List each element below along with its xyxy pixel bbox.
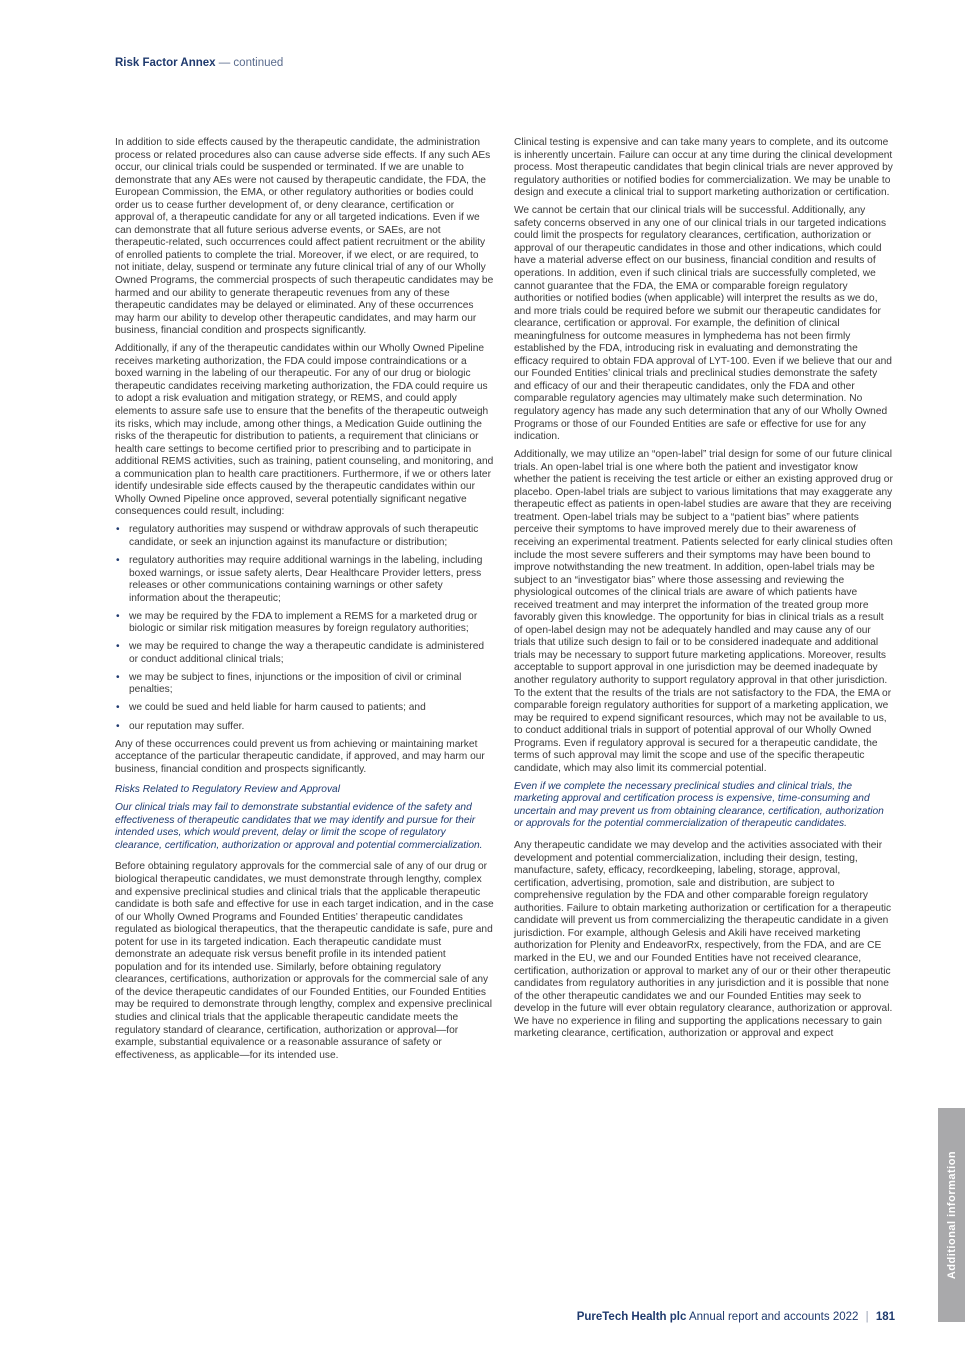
list-item: • we may be subject to fines, injunctions or the imposition of civil or criminal penalties; — [115, 672, 495, 697]
header-continued: — continued — [215, 57, 284, 69]
side-tab-label: Additional information — [945, 1150, 958, 1280]
footer-company: PureTech Health plc — [576, 1311, 687, 1323]
list-item: • regulatory authorities may require additional warnings in the labeling, including boxed warnings, or issue safety alerts, Dear Healthcare Provider letters, press releases or other communications containing warnings or other safety information about the therapeutic; — [115, 555, 495, 605]
running-header — [115, 57, 283, 69]
paragraph: Before obtaining regulatory approvals for the commercial sale of any of our drug or biological therapeutic candidates, we must demonstrate through lengthy, complex and expensive preclinical studies and clinical trials that the applicable therapeutic candidate is both safe and effective for use in each target indication, and in the case of our Wholly Owned Programs and Founded Entities’ therapeutic candidates regulated as biological therapeutics, that the therapeutic candidate is safe, pure and potent for use in its targeted indication. Each therapeutic candidate must demonstrate an adequate risk versus benefit profile in its intended patient population and for its intended use. Similarly, before obtaining regulatory clearances, certifications, authorization or approvals for the commercial sale of any of the device therapeutic candidates of our Founded Entities, our Founded Entities may be required to demonstrate through lengthy, complex and expensive preclinical studies and clinical trials that the applicable therapeutic candidate meets the regulatory standard of clearance, certification, authorization or approval—for example, substantial equivalence or a reasonable assurance of safety or effectiveness, as applicable—for its intended use. — [115, 861, 494, 1061]
bullet-list — [115, 524, 495, 733]
risk-heading: Even if we complete the necessary preclinical studies and clinical trials, the marketing approval and certification process is expensive, time-consuming and uncertain and may prevent us from obtaining clearance, certification, authorization or approvals for the potential commercialization of therapeutic candidates. — [514, 780, 884, 830]
paragraph: Any therapeutic candidate we may develop and the activities associated with their development and potential commercialization, including their design, testing, manufacture, safety, efficacy, recordkeeping, labeling, storage, approval, certification, advertising, promotion, sale and distribution, are subject to comprehensive regulation by the FDA and other comparable foreign regulatory authorities. Failure to obtain marketing authorization or certification for a therapeutic candidate will prevent us from commercializing the therapeutic candidate in a given jurisdiction. For example, although Gelesis and Akili have received marketing authorization for Plenity and EndeavorRx, respectively, from the FDA, and are CE marked in the EU, we and our Founded Entities have not received clearance, certification, authorization or approval to market any of our or their other therapeutic candidates from regulatory authorities in any jurisdiction and it is possible that none of the other therapeutic candidates we and our Founded Entities may seek to develop in the future will ever obtain regulatory clearance, authorization or approval. We have no experience in filing and supporting the applications necessary to gain marketing clearance, certification, authorization or approval and expect — [514, 840, 893, 1040]
list-item: • we could be sued and held liable for harm caused to patients; and — [115, 702, 495, 715]
footer-separator: | — [865, 1311, 869, 1323]
paragraph: In addition to side effects caused by the therapeutic candidate, the administration process or related procedures also can cause adverse side effects. If any such AEs occur, our clinical trials could be suspended or terminated. If we are unable to demonstrate that any AEs were not caused by therapeutic candidate, the FDA, the European Commission, the EMA, or other regulatory authorities or bodies could order us to cease further development of, or deny clearance, certification or approval of, a therapeutic candidate for any or all targeted indications. Even if we can demonstrate that all future serious adverse events, or SAEs, are not therapeutic-related, such occurrences could affect patient recruitment or the ability of enrolled patients to complete the trial. Moreover, if we elect, or are required, to not initiate, delay, suspend or terminate any future clinical trial of any of our Wholly Owned Programs, the commercial prospects of such therapeutic candidates may be harmed and our ability to generate therapeutic revenues from any of these therapeutic candidates may be delayed or eliminated. Any of these occurrences may harm our ability to develop other therapeutic candidates, and may harm our business, financial condition and prospects significantly. — [115, 137, 494, 337]
risk-heading: Our clinical trials may fail to demonstrate substantial evidence of the safety and effectiveness of therapeutic candidates that we may identify and pursue for their intended uses, which would prevent, delay or limit the scope of regulatory clearance, certification, authorization or approval and potential commercialization. — [115, 802, 483, 851]
list-item: • we may be required by the FDA to implement a REMS for a marketed drug or biologic or similar risk mitigation measures by foreign regulatory authorities; — [115, 611, 495, 636]
header-title: Risk Factor Annex — [115, 57, 216, 69]
paragraph: Additionally, we may utilize an “open-label” trial design for some of our future clinical trials. An open-label trial is one where both the patient and investigator know whether the patient is receiving the test article or either an existing approved drug or placebo. Open-label trials are subject to various limitations that may exaggerate any therapeutic effect as patients in open-label studies are aware that they are receiving treatment. Open-label trials may be subject to a “patient bias” where patients perceive their symptoms to have improved merely due to their awareness of receiving an experimental treatment. Patients selected for early clinical studies often include the most severe sufferers and their symptoms may have been bound to improve notwithstanding the new treatment. In addition, open-label trials may be subject to an “investigator bias” where those assessing and reviewing the physiological outcomes of the clinical trials are aware of which patients have received treatment and may interpret the information of the treated group more favorably given this knowledge. The opportunity for bias in clinical trials as a result of open-label design may not be adequately handled and may cause any of our trials that utilize such design to fail or to be considered inadequate and additional trials may be necessary to support future marketing applications. Moreover, results acceptable to support approval in one jurisdiction may be deemed inadequate by another regulatory authority to support regulatory approval in that other jurisdiction. To the extent that the results of the trials are not satisfactory to the FDA, the EMA or comparable foreign regulatory authorities for support of a marketing application, we may be required to expend significant resources, which may not be available to us, to conduct additional trials in support of potential approval of our Wholly Owned Programs. Even if regulatory approval is secured for a therapeutic candidate, the terms of such approval may limit the scope and use of the specific therapeutic candidate, which may also limit its commercial potential. — [514, 449, 893, 774]
paragraph: Additionally, if any of the therapeutic candidates within our Wholly Owned Pipeline receives marketing authorization, the FDA could impose contraindications or a boxed warning in the labeling of our therapeutic. For any of our drug or biologic therapeutic candidates receiving marketing authorization, the FDA could require us to adopt a risk evaluation and mitigation strategy, or REMS, and could apply elements to assure safe use to ensure that the benefits of the therapeutic outweigh its risks, which may include, among other things, a Medication Guide outlining the risks of the therapeutic for distribution to patients, a requirement that clinicians or health care settings to become certified prior to prescribing and to participate in additional REMS activities, such as training, patient counseling, and monitoring, and a communication plan to health care practitioners. Furthermore, if we or others later identify undesirable side effects caused by the therapeutic candidates within our Wholly Owned Pipeline once approved, several potentially significant negative consequences could result, including: — [115, 343, 494, 518]
list-item: • we may be required to change the way a therapeutic candidate is administered or conduct additional clinical trials; — [115, 641, 495, 666]
section-subheading: Risks Related to Regulatory Review and Approval — [115, 784, 340, 796]
page-number: 181 — [875, 1311, 895, 1323]
list-item: • regulatory authorities may suspend or withdraw approvals of such therapeutic candidate, or seek an injunction against its manufacture or distribution; — [115, 524, 495, 549]
list-item: • our reputation may suffer. — [115, 721, 495, 734]
page-footer — [577, 1311, 895, 1323]
paragraph: Any of these occurrences could prevent us from achieving or maintaining market acceptance of the particular therapeutic candidate, if approved, and may harm our business, financial condition and prospects significantly. — [115, 738, 485, 775]
section-side-tab[interactable] — [938, 1108, 965, 1322]
paragraph: Clinical testing is expensive and can take many years to complete, and its outcome is inherently uncertain. Failure can occur at any time during the clinical development process. Most therapeutic candidates that begin clinical trials are never approved by regulatory authorities or notified bodies for commercialization. We may be unable to design and execute a clinical trial to support marketing authorization or certification. — [514, 137, 893, 199]
left-column — [115, 137, 495, 1068]
right-column — [514, 137, 894, 1046]
paragraph: We cannot be certain that our clinical trials will be successful. Additionally, any safety concerns observed in any one of our clinical trials in our targeted indications could limit the prospects for regulatory clearances, certification, authorization or approval of our therapeutic candidates in those and other indications, which could have a material adverse effect on our business, financial condition and results of operations. In addition, even if such clinical trials are successfully completed, we cannot guarantee that the FDA, the EMA or comparable foreign regulatory authorities or notified bodies (when applicable) will interpret the results as we do, and more trials could be required before we submit our therapeutic candidates for clearance, certification or approval. For example, the definition of clinical meaningfulness for outcome measures in lymphedema has not been firmly established by the FDA, introducing risk in evaluating and demonstrating the efficacy required to obtain FDA approval of LYT-100. Even if we believe that our and our Founded Entities’ clinical trials and preclinical studies demonstrate the safety and efficacy of our and their therapeutic candidates, only the FDA and other comparable regulatory agencies may ultimately make such determination. No regulatory agency has made any such determination that any of our Wholly Owned Programs or those of our Founded Entities are safe or effective for use for any indication. — [514, 205, 892, 443]
footer-report-title: Annual report and accounts 2022 — [688, 1311, 859, 1323]
